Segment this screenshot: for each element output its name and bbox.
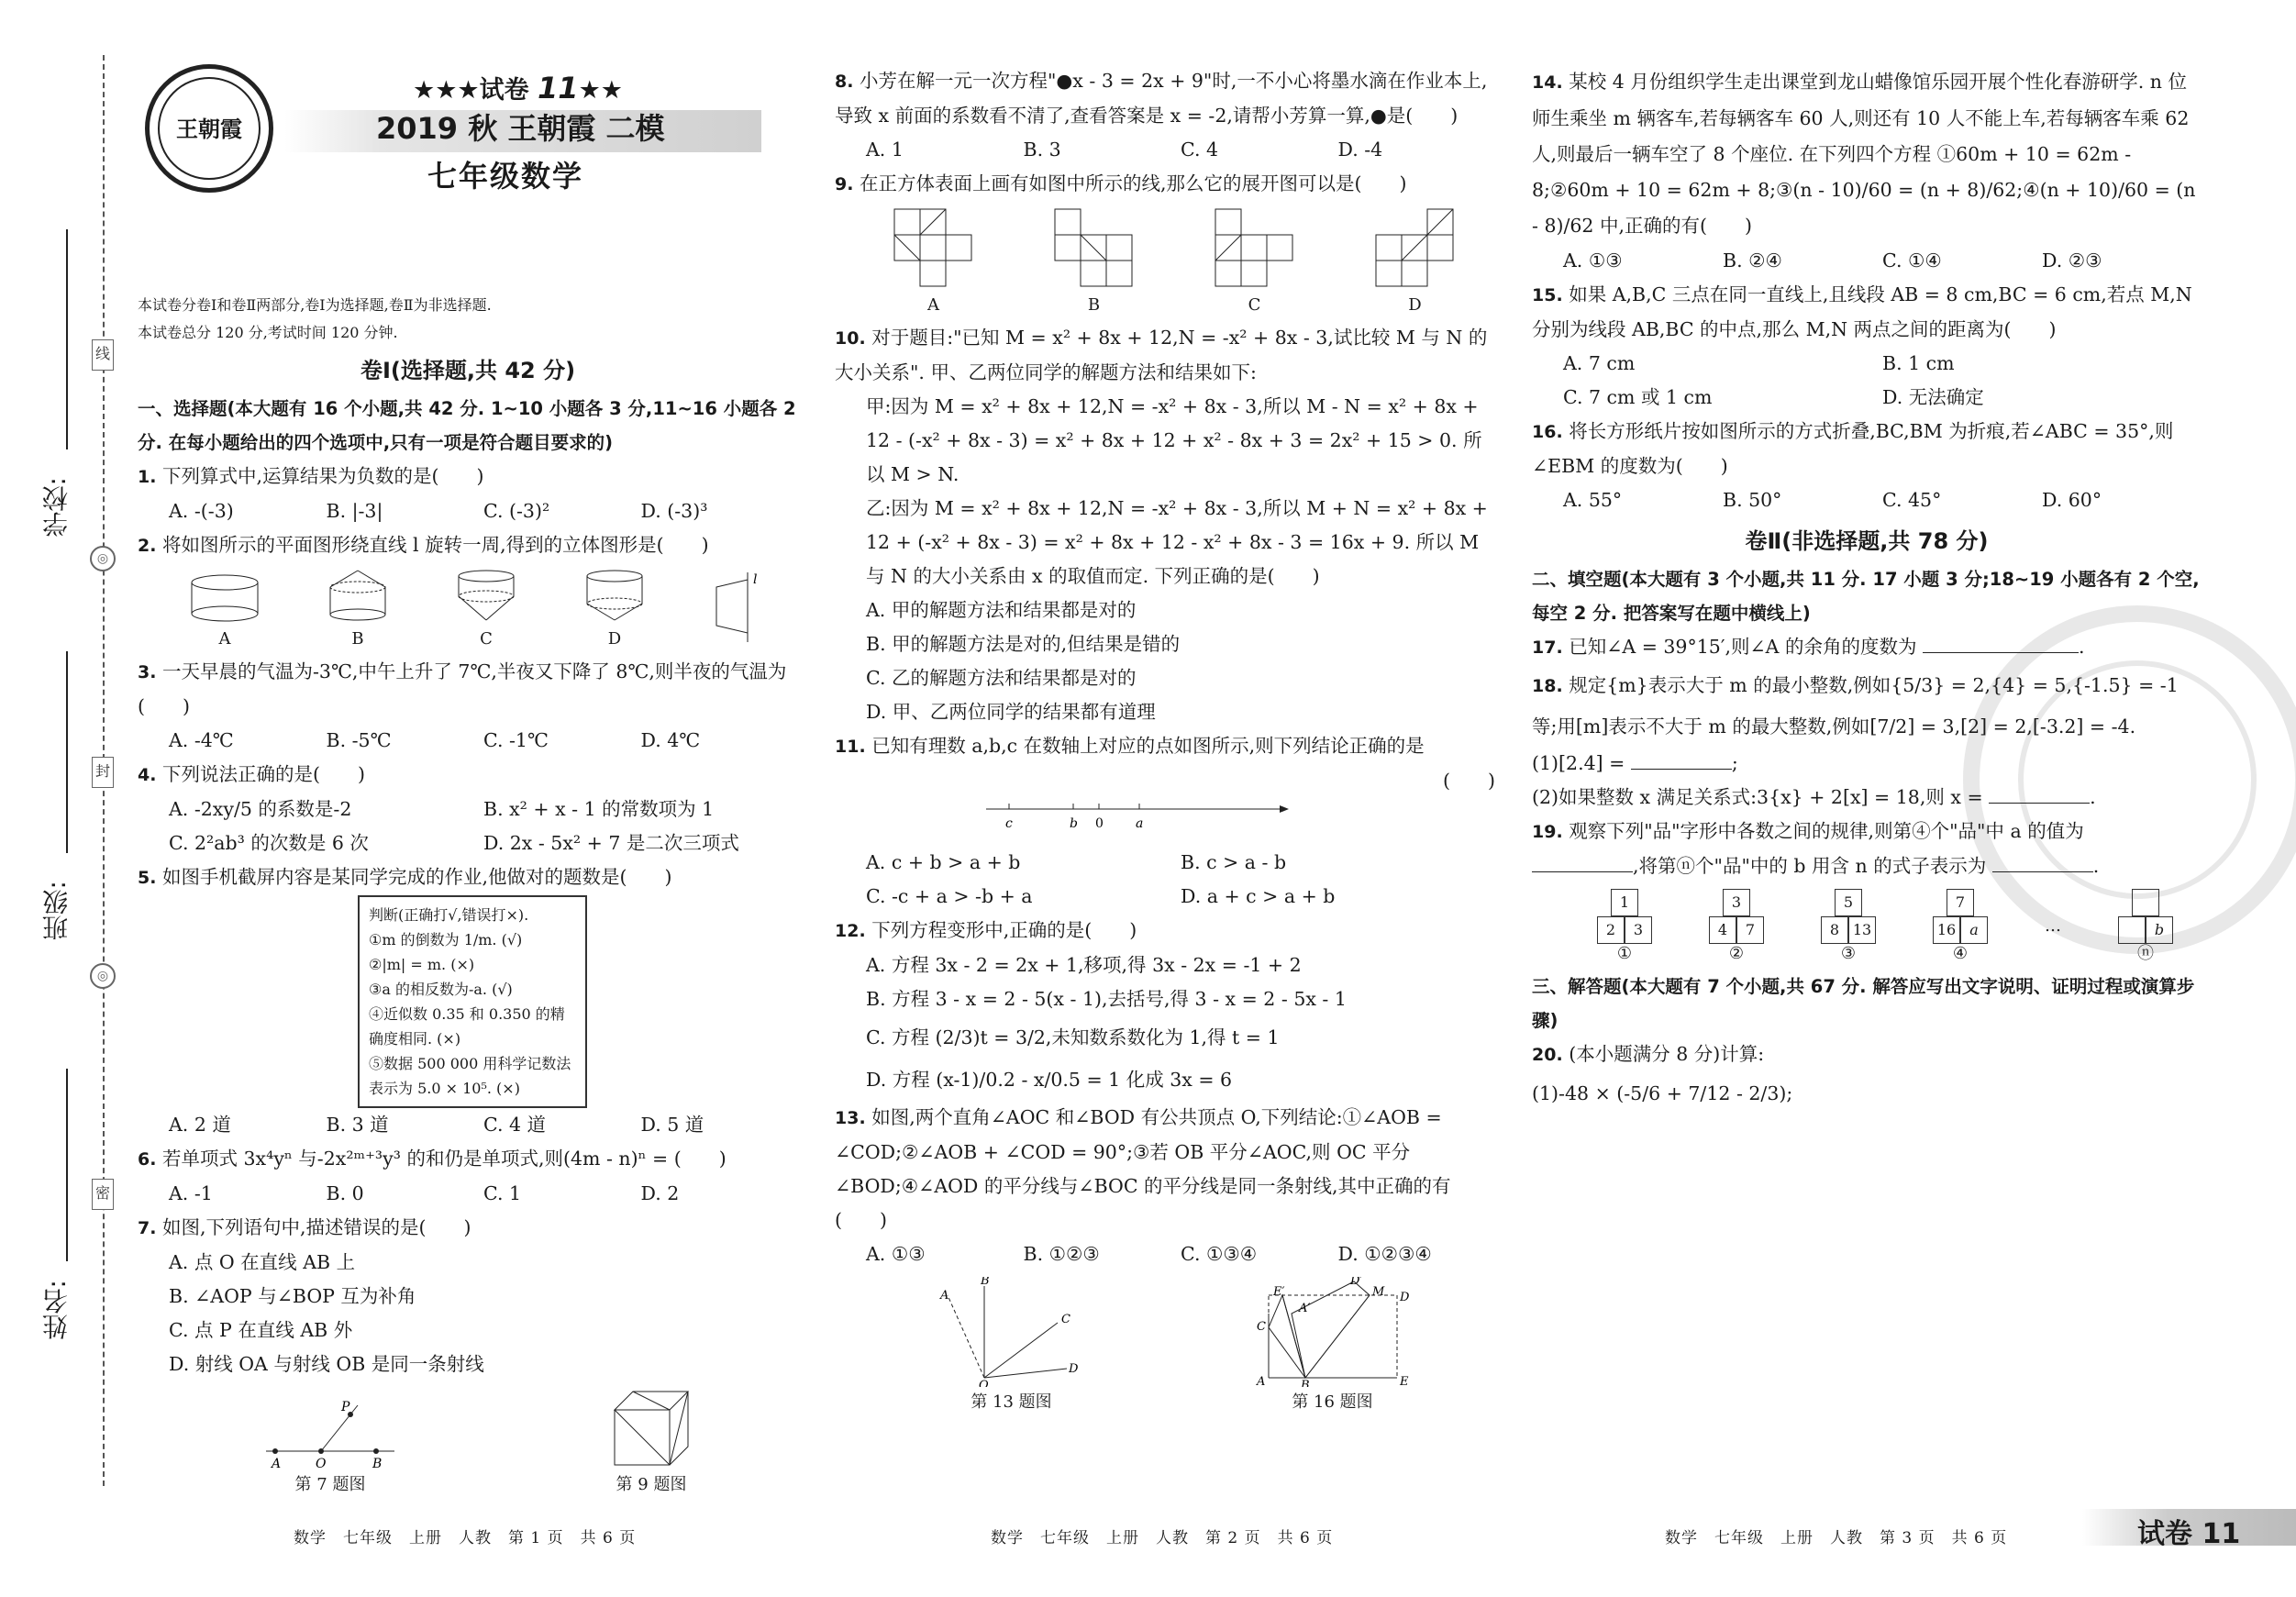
paper-no-label: 试卷: [479, 76, 529, 105]
binding-hole-2: ◎: [90, 963, 116, 989]
option-d: D. 无法确定: [1882, 386, 1984, 408]
sub-question: (2)如果整数 x 满足关系式:3{x} + 2[x] = 18,则 x =: [1532, 786, 1983, 808]
q-num: 13.: [835, 1108, 866, 1128]
binding-tag-xian: 线: [92, 339, 114, 371]
option-d: D. a + c > a + b: [1181, 885, 1336, 907]
option-a: A. 甲的解题方法和结果都是对的: [866, 599, 1137, 621]
section1-instructions: 一、选择题(本大题有 16 个小题,共 42 分. 1~10 小题各 3 分,11~16 小题各 2 分. 在每小题给出的四个选项中,只有一项是符合题目要求的): [138, 398, 796, 453]
option-c: C. (-3)²: [483, 500, 550, 522]
option-c: C. 乙的解题方法和结果都是对的: [866, 667, 1137, 689]
q20-part1: (1)-48 × (-5/6 + 7/12 - 2/3);: [1532, 1082, 1793, 1104]
option-a: A. ①③: [1563, 250, 1623, 272]
option-a: A. -2xy/5 的系数是-2: [169, 798, 352, 820]
q16-options: [1532, 483, 2202, 517]
question-19: [1532, 815, 2202, 849]
option-c: C. ①④: [1882, 250, 1942, 272]
line-ray-icon: [257, 1396, 404, 1469]
option-d: D. 60°: [2042, 489, 2102, 511]
q13-q16-figures: [835, 1277, 1495, 1413]
fig-label: C: [480, 629, 493, 649]
option-a: A. 1: [866, 139, 904, 161]
pin-caption: ⓝ: [2137, 944, 2154, 963]
net-c: [1214, 207, 1296, 316]
folded-rectangle-icon: [1255, 1277, 1411, 1387]
pin-right-cell: b: [2146, 916, 2173, 944]
number-line-figure: [835, 798, 1495, 846]
option-c: C. 7 cm 或 1 cm: [1563, 386, 1713, 408]
option-d: D. 甲、乙两位同学的结果都有道理: [866, 701, 1156, 723]
question-8: [835, 64, 1495, 133]
question-9: [835, 167, 1495, 202]
point-d-label: D: [1399, 1291, 1409, 1304]
fig-caption: 第 13 题图: [971, 1392, 1052, 1412]
phone-screenshot-box: [358, 895, 587, 1108]
q2-figures: [138, 569, 798, 649]
point-d-label: D: [1068, 1362, 1078, 1376]
cube-net-icon: [1214, 207, 1296, 290]
point-a-prime-label: A′: [1298, 1302, 1310, 1315]
fig-q7: [257, 1396, 404, 1495]
q9-nets: [835, 207, 1495, 316]
pin-caption: ②: [1728, 944, 1745, 963]
pin-left-cell: 2: [1597, 916, 1625, 944]
pin-left-cell: 4: [1709, 916, 1736, 944]
q-num: 18.: [1532, 676, 1563, 696]
question-14: [1532, 64, 2202, 244]
ellipsis: …: [2045, 916, 2061, 936]
option-b: B. ∠AOP 与∠BOP 互为补角: [169, 1285, 416, 1307]
option-a: A. 点 O 在直线 AB 上: [169, 1251, 356, 1273]
pin-top-cell: 7: [1947, 889, 1974, 916]
class-label: 班级:: [41, 881, 72, 941]
cube-icon: [605, 1387, 697, 1469]
fig-label: A: [218, 629, 231, 649]
part2-title: 卷Ⅱ(非选择题,共 78 分): [1745, 528, 1989, 554]
name-label: 姓名:: [41, 1280, 72, 1340]
q-text: 对于题目:"已知 M = x² + 8x + 12,N = -x² + 8x - 3,试比较 M 与 N 的大小关系". 甲、乙两位同学的解题方法和结果如下:: [835, 327, 1488, 383]
q7-q9-figures: [138, 1387, 798, 1495]
angle-figure-icon: [938, 1277, 1085, 1387]
option-c: C. -c + a > -b + a: [866, 885, 1033, 907]
question-18: [1532, 665, 2202, 747]
question-10: [835, 321, 1495, 390]
option-d: D. 5 道: [640, 1114, 704, 1136]
q1-options: [138, 494, 798, 528]
q-num: 17.: [1532, 638, 1563, 658]
point-c-label: c: [1005, 816, 1013, 831]
q2-plane-figure: [711, 571, 766, 649]
option-c: C. 1: [483, 1182, 522, 1204]
q8-options: [835, 133, 1495, 167]
question-12: [835, 914, 1495, 948]
net-a: [893, 207, 975, 316]
screen-line: ①m 的倒数为 1/m. (√): [369, 931, 523, 948]
cube-net-icon: [893, 207, 975, 290]
option-b: B. 3 道: [326, 1114, 389, 1136]
answer-blank[interactable]: [1532, 854, 1633, 872]
q14-options: [1532, 244, 2202, 278]
q-text: 下列方程变形中,正确的是( ): [871, 919, 1137, 941]
question-4: [138, 758, 798, 793]
q-text: 规定{m}表示大于 m 的最小整数,例如{5/3} = 2,{4} = 5,{-1.5} = -1 等;用[m]表示不大于 m 的最大整数,例如[7/2] = 3,[2] = 2,[-3.2] = -4.: [1532, 674, 2179, 738]
question-2: [138, 528, 798, 563]
paper-no-num: 11: [538, 71, 579, 105]
fig-label: D: [1408, 295, 1422, 315]
question-13: [835, 1101, 1495, 1237]
column-2: [835, 64, 1495, 1418]
q-num: 2.: [138, 536, 157, 556]
point-c-label: C: [1256, 1320, 1266, 1334]
point-a-label: a: [1136, 816, 1144, 831]
origin-label: 0: [1095, 816, 1104, 831]
pin-figures: [1532, 889, 2202, 964]
q-num: 7.: [138, 1218, 157, 1238]
point-b-label: b: [1070, 816, 1078, 831]
q-text: 如果 A,B,C 三点在同一直线上,且线段 AB = 8 cm,BC = 6 cm,若点 M,N 分别为线段 AB,BC 的中点,那么 M,N 两点之间的距离为( ): [1532, 283, 2192, 340]
q4-options: [138, 793, 798, 860]
q-text: 某校 4 月份组织学生走出课堂到龙山蜡像馆乐园开展个性化春游研学. n 位师生乘坐 m 辆客车,若每辆客车 60 人,则还有 10 人不能上车,若每辆客车乘 62 人,则最后一辆车空了 8 个座位. 在下列四个方程 ①60m + 10 = 62m - 8;②60m + 10 = 62m + 8;③(n - 10)/60 = (n + 8)/62;④(n + 10)/60 = (n - 8)/62 中,正确的有( ): [1532, 71, 2196, 237]
q-num: 8.: [835, 72, 854, 92]
option-b: B. 1 cm: [1882, 352, 1955, 374]
pin-right-cell: 3: [1625, 916, 1652, 944]
pin-top-cell: 5: [1835, 889, 1862, 916]
binding-margin: [0, 0, 128, 1597]
trapezoid-icon: [711, 571, 766, 644]
section2-instructions: 二、填空题(本大题有 3 个小题,共 11 分. 17 小题 3 分;18~19 小题各有 2 个空,每空 2 分. 把答案写在题中横线上): [1532, 569, 2200, 624]
option-d: D. 射线 OA 与射线 OB 是同一条射线: [169, 1353, 484, 1375]
q-num: 15.: [1532, 285, 1563, 305]
cube-net-icon: [1053, 207, 1136, 290]
exam-note-1: 本试卷分卷Ⅰ和卷Ⅱ两部分,卷Ⅰ为选择题,卷Ⅱ为非选择题.: [138, 296, 492, 314]
pin-caption: ①: [1616, 944, 1633, 963]
q2-fig-d: [582, 569, 647, 649]
question-17: 17. 已知∠A = 39°15′,则∠A 的余角的度数为 .: [1532, 636, 2085, 658]
option-b: B. 50°: [1723, 489, 1782, 511]
question-1: [138, 460, 798, 494]
cube-net-icon: [1374, 207, 1457, 290]
option-c: C. ①③④: [1181, 1243, 1258, 1265]
pin-2: [1709, 889, 1764, 964]
q-text: 已知∠A = 39°15′,则∠A 的余角的度数为: [1569, 636, 1917, 658]
option-b: B. 3: [1023, 139, 1061, 161]
option-b: B. -5℃: [326, 729, 392, 751]
q-text: 在正方体表面上画有如图中所示的线,那么它的展开图可以是( ): [859, 172, 1407, 194]
fig-q13: [938, 1277, 1085, 1413]
option-b: B. 方程 3 - x = 2 - 5(x - 1),去括号,得 3 - x = 2 - 5x - 1: [866, 988, 1347, 1010]
question-3: [138, 655, 798, 724]
cylinder-cone-icon: [582, 569, 647, 624]
question-5: [138, 860, 798, 895]
page-subtitle: 七年级数学: [427, 159, 584, 194]
cone-cylinder-icon: [326, 569, 390, 624]
school-label: 学校:: [41, 477, 72, 538]
q-text: ,将第ⓝ个"品"中的 b 用含 n 的式子表示为: [1633, 855, 1987, 877]
pin-right-cell: 13: [1848, 916, 1876, 944]
pin-right-cell: a: [1960, 916, 1988, 944]
fig-caption: 第 7 题图: [294, 1475, 366, 1494]
cylinder-cone-icon: [454, 569, 518, 624]
answer-blank[interactable]: [1631, 751, 1732, 770]
option-d: D. 2x - 5x² + 7 是二次三项式: [483, 832, 739, 854]
option-a: A. 7 cm: [1563, 352, 1636, 374]
q-num: 19.: [1532, 822, 1563, 842]
screen-line: ②|m| = m. (×): [369, 956, 475, 973]
pin-top-cell: [2132, 889, 2159, 916]
answer-blank[interactable]: [1989, 785, 2090, 804]
option-c: C. 4: [1181, 139, 1219, 161]
q15-options: [1532, 347, 2202, 415]
point-b-label: B: [372, 1457, 383, 1469]
pin-4: [1933, 889, 1988, 964]
screen-line: ⑤数据 500 000 用科学记数法表示为 5.0 × 10⁵. (×): [369, 1055, 571, 1097]
pin-caption: ④: [1952, 944, 1969, 963]
binding-hole-1: ◎: [90, 546, 116, 571]
option-d: D. 2: [640, 1182, 680, 1204]
pin-right-cell: 7: [1736, 916, 1764, 944]
point-m-label: M: [1371, 1285, 1384, 1299]
q-text: 如图手机截屏内容是某同学完成的作业,他做对的题数是( ): [161, 866, 672, 888]
pin-caption: ③: [1840, 944, 1857, 963]
q2-fig-a: [188, 573, 261, 649]
point-d-prime-label: D′: [1349, 1277, 1362, 1288]
question-20: [1532, 1037, 2202, 1072]
option-c: C. 4 道: [483, 1114, 547, 1136]
question-16: [1532, 415, 2202, 483]
option-b: B. |-3|: [326, 500, 383, 522]
pin-top-cell: 3: [1723, 889, 1750, 916]
answer-blank[interactable]: [1923, 635, 2079, 653]
point-b-label: B: [1300, 1379, 1310, 1387]
q-text: 如图,下列语句中,描述错误的是( ): [161, 1216, 471, 1238]
fig-label: A: [927, 295, 939, 315]
number-line-icon: [982, 798, 1293, 835]
sub-question: (1)[2.4] =: [1532, 752, 1625, 774]
q-text: 观察下列"品"字形中各数之间的规律,则第④个"品"中 a 的值为: [1569, 820, 2084, 842]
column-1: [138, 64, 798, 1501]
footer-page-1: 数学 七年级 上册 人教 第 1 页 共 6 页: [294, 1529, 637, 1547]
point-c-label: C: [1060, 1313, 1070, 1326]
option-c: C. 点 P 在直线 AB 外: [169, 1319, 353, 1341]
page-title: 2019 秋 王朝霞 二模: [376, 111, 665, 146]
section3-instructions: 三、解答题(本大题有 7 个小题,共 67 分. 解答应写出文字说明、证明过程或演算步骤): [1532, 976, 2195, 1031]
school-field[interactable]: [66, 229, 68, 449]
option-b: B. ②④: [1723, 250, 1782, 272]
option-d: D. ①②③④: [1337, 1243, 1432, 1265]
q10-solution-jia: 甲:因为 M = x² + 8x + 12,N = -x² + 8x - 3,所以 M - N = x² + 8x + 12 - (-x² + 8x - 3) = x² + 8x + 12 + x² - 8x + 3 = 2x² + 15 > 0. 所以 M > N.: [866, 395, 1482, 485]
fig-label: B: [1087, 295, 1101, 315]
fig-label: D: [607, 629, 622, 649]
option-a: A. c + b > a + b: [866, 851, 1021, 873]
option-b: B. ①②③: [1023, 1243, 1100, 1265]
option-a: A. -1: [169, 1182, 213, 1204]
exam-note-2: 本试卷总分 120 分,考试时间 120 分钟.: [138, 324, 398, 341]
q-num: 11.: [835, 737, 866, 757]
q-num: 5.: [138, 868, 157, 888]
q2-fig-c: [454, 569, 518, 649]
option-a: A. ①③: [866, 1243, 926, 1265]
logo-text: 王朝霞: [158, 77, 261, 180]
q-text: 将长方形纸片按如图所示的方式折叠,BC,BM 为折痕,若∠ABC = 35°,则∠EBM 的度数为( ): [1532, 420, 2174, 477]
option-a: A. 55°: [1563, 489, 1623, 511]
binding-tag-mi: 密: [92, 1179, 114, 1210]
point-e-prime-label: E′: [1272, 1285, 1284, 1299]
point-e-label: E: [1399, 1375, 1408, 1387]
option-d: D. -4: [1337, 139, 1383, 161]
q10-solution-yi: 乙:因为 M = x² + 8x + 12,N = -x² + 8x - 3,所以 M + N = x² + 8x + 12 + (-x² + 8x - 3) = x² + 8x + 12 - x² + 8x - 3 = 16x + 9. 所以 M 与 N 的大小关系由 x 的取值而定. 下列正确的是( ): [866, 497, 1488, 587]
fig-q16: [1255, 1277, 1411, 1413]
q18-part1: (1)[2.4] = ;: [1532, 752, 1738, 774]
point-o-label: O: [316, 1457, 327, 1469]
q-text: 若单项式 3x⁴yⁿ 与-2x²ᵐ⁺³y³ 的和仍是单项式,则(4m - n)ⁿ = ( ): [161, 1148, 727, 1170]
option-b: B. c > a - b: [1181, 851, 1287, 873]
name-field[interactable]: [66, 1069, 68, 1261]
q6-options: [138, 1177, 798, 1211]
q-text: 下列说法正确的是( ): [161, 763, 365, 785]
q13-options: [835, 1237, 1495, 1271]
q-text: (本小题满分 8 分)计算:: [1569, 1043, 1765, 1065]
column-3: [1532, 64, 2202, 1115]
option-a: A. -(-3): [169, 500, 234, 522]
cylinder-icon: [188, 573, 261, 624]
option-d: D. (-3)³: [640, 500, 708, 522]
footer-page-2: 数学 七年级 上册 人教 第 2 页 共 6 页: [991, 1529, 1334, 1547]
q-num: 20.: [1532, 1045, 1563, 1065]
option-a: A. 方程 3x - 2 = 2x + 1,移项,得 3x - 2x = -1 + 2: [866, 954, 1302, 976]
question-11: [835, 729, 1495, 764]
net-b: [1053, 207, 1136, 316]
q-num: 4.: [138, 765, 157, 785]
pin-top-cell: 1: [1611, 889, 1638, 916]
screen-line: ④近似数 0.35 和 0.350 的精确度相同. (×): [369, 1005, 565, 1048]
option-a: A. -4℃: [169, 729, 234, 751]
q18-part2: (2)如果整数 x 满足关系式:3{x} + 2[x] = 18,则 x = .: [1532, 786, 2096, 808]
pin-1: [1597, 889, 1652, 964]
axis-label: l: [753, 572, 758, 587]
paper-number: ★★★试卷 11★★: [413, 71, 623, 105]
option-c: C. 2²ab³ 的次数是 6 次: [169, 832, 369, 854]
q-text: 如图,两个直角∠AOC 和∠BOD 有公共顶点 O,下列结论:①∠AOB = ∠COD;②∠AOB + ∠COD = 90°;③若 OB 平分∠AOC,则 OC 平分∠BOD;④∠AOD 的平分线与∠BOC 的平分线是同一条射线,其中正确的有( ): [835, 1106, 1451, 1231]
point-p-label: P: [341, 1400, 350, 1414]
class-field[interactable]: [66, 651, 68, 853]
q11-options: [835, 846, 1495, 914]
point-a-label: A: [1256, 1375, 1265, 1387]
q-num: 1.: [138, 467, 157, 487]
q-num: 10.: [835, 328, 866, 349]
q-text: 小芳在解一元一次方程"●x - 3 = 2x + 9"时,一不小心将墨水滴在作业本上,导致 x 前面的系数看不清了,查看答案是 x = -2,请帮小芳算一算,●是( ): [835, 70, 1488, 127]
point-b-label: B: [980, 1277, 990, 1288]
fig-label: C: [1248, 295, 1261, 315]
answer-blank[interactable]: [1992, 854, 2093, 872]
option-c: C. 45°: [1882, 489, 1942, 511]
q-num: 9.: [835, 174, 854, 194]
binding-tag-feng: 封: [92, 757, 114, 788]
fig-label: B: [351, 629, 364, 649]
fig-caption: 第 9 题图: [616, 1475, 687, 1494]
q-text: 将如图所示的平面图形绕直线 l 旋转一周,得到的立体图形是( ): [161, 534, 709, 556]
q-num: 14.: [1532, 72, 1563, 93]
q-text: 下列算式中,运算结果为负数的是( ): [161, 465, 484, 487]
question-15: [1532, 278, 2202, 347]
option-d: D. 方程 (x-1)/0.2 - x/0.5 = 1 化成 3x = 6: [866, 1069, 1233, 1091]
pin-left-cell: 8: [1821, 916, 1848, 944]
point-o-label: O: [978, 1379, 989, 1387]
q-num: 6.: [138, 1149, 157, 1170]
q2-fig-b: [326, 569, 390, 649]
fig-caption: 第 16 题图: [1292, 1392, 1373, 1412]
option-b: B. x² + x - 1 的常数项为 1: [483, 798, 715, 820]
pin-n: [2118, 889, 2173, 964]
footer-badge: 试卷 11: [2137, 1518, 2241, 1550]
pin-left-cell: [2118, 916, 2146, 944]
point-a-label: A: [939, 1289, 948, 1303]
q-num: 12.: [835, 921, 866, 941]
question-6: [138, 1142, 798, 1177]
q3-options: [138, 724, 798, 758]
fig-q9: [605, 1387, 697, 1495]
option-c: C. -1℃: [483, 729, 549, 751]
screen-line: 判断(正确打√,错误打×).: [369, 906, 529, 924]
option-c: C. 方程 (2/3)t = 3/2,未知数系数化为 1,得 t = 1: [866, 1026, 1280, 1048]
pin-3: [1821, 889, 1876, 964]
part1-title: 卷Ⅰ(选择题,共 42 分): [360, 358, 576, 383]
option-d: D. 4℃: [640, 729, 701, 751]
q5-options: [138, 1108, 798, 1142]
q-num: 3.: [138, 662, 157, 682]
q19-line2: ,将第ⓝ个"品"中的 b 用含 n 的式子表示为 .: [1532, 849, 2202, 883]
point-a-label: A: [272, 1457, 282, 1469]
net-d: [1374, 207, 1457, 316]
brand-logo: [145, 64, 273, 193]
screen-line: ③a 的相反数为-a. (√): [369, 981, 513, 998]
q-text: 已知有理数 a,b,c 在数轴上对应的点如图所示,则下列结论正确的是: [871, 735, 1425, 757]
pin-left-cell: 16: [1933, 916, 1960, 944]
option-b: B. 甲的解题方法是对的,但结果是错的: [866, 633, 1181, 655]
option-d: D. ②③: [2042, 250, 2102, 272]
footer-page-3: 数学 七年级 上册 人教 第 3 页 共 6 页: [1665, 1529, 2008, 1547]
q-text: 一天早晨的气温为-3℃,中午上升了 7℃,半夜又下降了 8℃,则半夜的气温为( ): [138, 660, 787, 717]
option-b: B. 0: [326, 1182, 364, 1204]
q-num: 16.: [1532, 422, 1563, 442]
paper-header: [138, 64, 798, 248]
answer-paren: ( ): [1443, 770, 1495, 792]
question-7: [138, 1211, 798, 1246]
option-a: A. 2 道: [169, 1114, 231, 1136]
